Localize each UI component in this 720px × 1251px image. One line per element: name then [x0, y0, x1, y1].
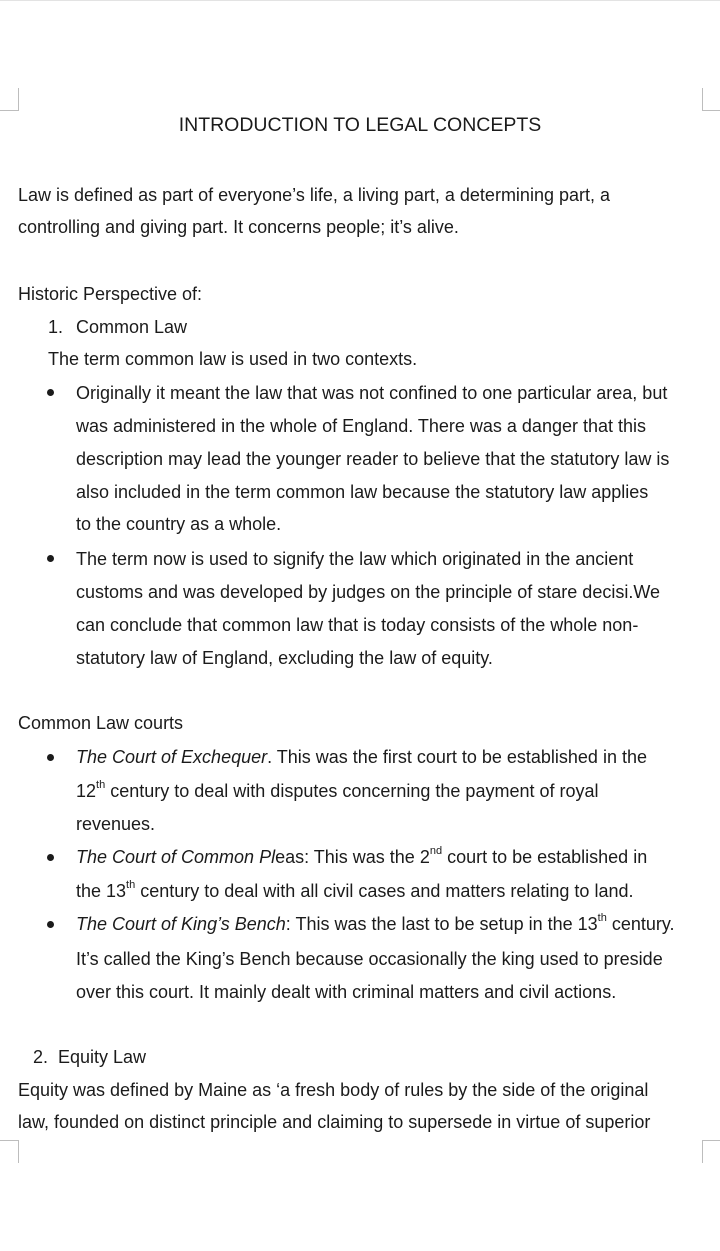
bullet2-line-3: can conclude that common law that is today consists of the whole non- [76, 615, 639, 635]
court-name-exchequer: The Court of Exchequer [76, 747, 268, 767]
crop-mark-bottom-right [702, 1140, 720, 1163]
common-law-number: 1. [48, 317, 64, 337]
equity-line-2: law, founded on distinct principle and claiming to supersede in virtue of superior [18, 1112, 651, 1132]
pleas-line-2 [76, 880, 633, 902]
bullet-icon [47, 854, 54, 861]
bullet-icon [47, 921, 54, 928]
intro-line-1: Law is defined as part of everyone’s life, a living part, a determining part, a [18, 185, 610, 205]
bullet-icon [47, 555, 54, 562]
ordinal-suffix: th [96, 779, 106, 791]
kings-bench-line-2: It’s called the King’s Bench because occasionally the king used to preside [76, 949, 663, 969]
pleas-text: eas: This was the 2 [275, 847, 430, 867]
bullet-icon [47, 754, 54, 761]
equity-heading: Equity Law [58, 1047, 147, 1067]
kings-bench-text-rest: century. [606, 914, 675, 934]
exchequer-century: 12 [76, 781, 97, 801]
kings-bench-line-3: over this court. It mainly dealt with criminal matters and civil actions. [76, 982, 617, 1002]
pleas-line-1 [76, 846, 647, 868]
ordinal-suffix: th [597, 912, 607, 924]
historic-heading: Historic Perspective of: [18, 284, 203, 304]
kings-bench-line-1 [76, 913, 675, 935]
bullet1-line-2: was administered in the whole of England. There was a danger that this [76, 416, 647, 436]
kings-bench-text: : This was the last to be setup in the 13 [285, 914, 598, 934]
ordinal-suffix: nd [429, 845, 443, 857]
common-law-heading: Common Law [76, 317, 188, 337]
bullet1-line-3: description may lead the younger reader to believe that the statutory law is [76, 449, 670, 469]
bullet2-line-4: statutory law of England, excluding the law of equity. [76, 648, 493, 668]
bullet1-line-5: to the country as a whole. [76, 514, 282, 534]
bullet1-line-1: Originally it meant the law that was not confined to one particular area, but [76, 383, 668, 403]
exchequer-line-3: revenues. [76, 814, 156, 834]
intro-line-2: controlling and giving part. It concerns people; it’s alive. [18, 217, 459, 237]
pleas-text-2-rest: century to deal with all civil cases and matters relating to land. [135, 881, 634, 901]
ordinal-suffix: th [126, 879, 136, 891]
page-top-edge [0, 0, 720, 1]
common-law-lead: The term common law is used in two contexts. [48, 349, 418, 369]
court-name-pleas: The Court of Common Pl [76, 847, 276, 867]
pleas-text-rest: court to be established in [442, 847, 648, 867]
crop-mark-top-left [0, 88, 19, 111]
crop-mark-top-right [702, 88, 720, 111]
exchequer-text-2: century to deal with disputes concerning the payment of royal [105, 781, 599, 801]
crop-mark-bottom-left [0, 1140, 19, 1163]
bullet1-line-4: also included in the term common law because the statutory law applies [76, 482, 649, 502]
exchequer-line-1 [76, 746, 647, 768]
equity-line-1: Equity was defined by Maine as ‘a fresh body of rules by the side of the original [18, 1080, 649, 1100]
pleas-text-2: the 13 [76, 881, 127, 901]
bullet-icon [47, 389, 54, 396]
bullet2-line-1: The term now is used to signify the law which originated in the ancient [76, 549, 634, 569]
equity-number: 2. [33, 1047, 49, 1067]
courts-heading: Common Law courts [18, 713, 184, 733]
bullet2-line-2: customs and was developed by judges on the principle of stare decisi.We [76, 582, 660, 602]
exchequer-text: . This was the first court to be established in the [267, 747, 647, 767]
page-title: INTRODUCTION TO LEGAL CONCEPTS [178, 114, 542, 136]
exchequer-line-2 [76, 780, 599, 802]
court-name-kings-bench: The Court of King’s Bench [76, 914, 286, 934]
